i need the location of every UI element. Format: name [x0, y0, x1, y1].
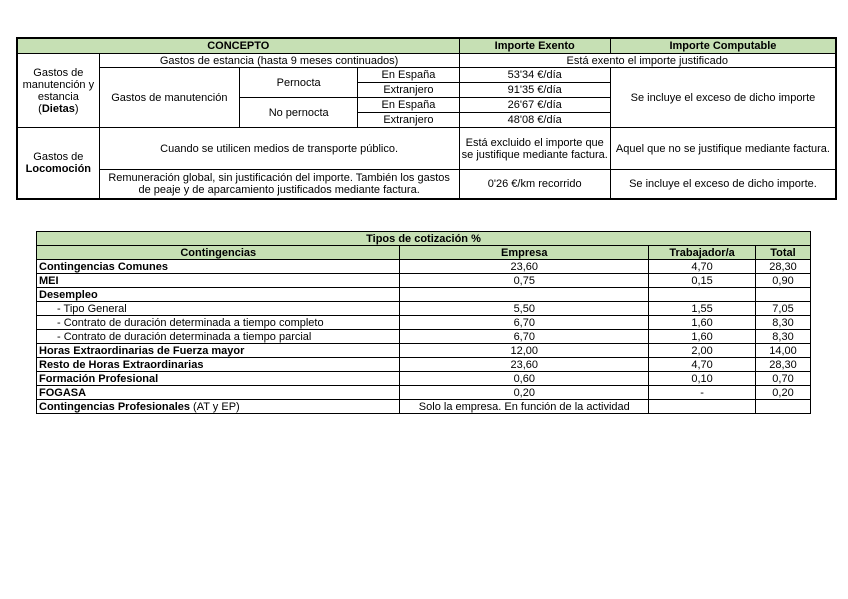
estancia-value: Está exento el importe justificado [459, 54, 836, 68]
no-pernocta-extranjero-label: Extranjero [358, 113, 459, 128]
pernocta-espana-label: En España [358, 68, 459, 83]
estancia-label: Gastos de estancia (hasta 9 meses continuados) [99, 54, 459, 68]
table-row [37, 288, 811, 302]
row-label: - Contrato de duración determinada a tiempo parcial [37, 330, 400, 344]
locomocion-label-text: Gastos de [33, 150, 84, 163]
row-trabajador: 1,55 [649, 302, 756, 316]
row-total: 8,30 [756, 316, 811, 330]
manutencion-label: Gastos de manutención [99, 68, 239, 128]
row-trabajador: 2,00 [649, 344, 756, 358]
dietas-group-label: Gastos de manutención y estancia (Dietas) [17, 54, 99, 128]
row-trabajador: 4,70 [649, 358, 756, 372]
row-empresa: Solo la empresa. En función de la actividad [400, 400, 649, 414]
table-row [37, 386, 811, 400]
col-header-empresa: Empresa [400, 246, 649, 260]
estancia-row [17, 54, 836, 68]
locomocion-bold-label: Locomoción [25, 162, 92, 175]
row-total: 7,05 [756, 302, 811, 316]
no-pernocta-extranjero-value: 48'08 €/día [459, 113, 610, 128]
no-pernocta-label: No pernocta [240, 98, 358, 128]
row-empresa: 0,20 [400, 386, 649, 400]
row-empresa: 6,70 [400, 316, 649, 330]
table-row [37, 274, 811, 288]
row-empresa: 5,50 [400, 302, 649, 316]
table-row [37, 330, 811, 344]
col-header-total: Total [756, 246, 811, 260]
transporte-publico-computable: Aquel que no se justifique mediante factura. [610, 128, 836, 170]
row-total: 0,70 [756, 372, 811, 386]
row-trabajador: 0,15 [649, 274, 756, 288]
row-total: 14,00 [756, 344, 811, 358]
pernocta-extranjero-label: Extranjero [358, 83, 459, 98]
pernocta-espana-value: 53'34 €/día [459, 68, 610, 83]
table-row [37, 260, 811, 274]
row-total: 8,30 [756, 330, 811, 344]
row-label: Horas Extraordinarias de Fuerza mayor [37, 344, 400, 358]
row-empresa: 0,60 [400, 372, 649, 386]
row-trabajador: - [649, 386, 756, 400]
row-empresa [400, 288, 649, 302]
cotizacion-header-row [37, 246, 811, 260]
table-row [37, 358, 811, 372]
table-row [37, 400, 811, 414]
row-trabajador [649, 400, 756, 414]
cotizacion-title: Tipos de cotización % [37, 232, 811, 246]
table-row [37, 344, 811, 358]
row-label-bold: Contingencias Profesionales [39, 400, 190, 413]
row-trabajador: 4,70 [649, 260, 756, 274]
row-label: Formación Profesional [37, 372, 400, 386]
cotizacion-title-row [37, 232, 811, 246]
row-label: - Tipo General [37, 302, 400, 316]
table-row [37, 316, 811, 330]
row-total [756, 288, 811, 302]
manutencion-computable: Se incluye el exceso de dicho importe [610, 68, 836, 128]
row-empresa: 0,75 [400, 274, 649, 288]
row-label: MEI [37, 274, 400, 288]
row-empresa: 12,00 [400, 344, 649, 358]
row-label: Resto de Horas Extraordinarias [37, 358, 400, 372]
remuneracion-global-desc: Remuneración global, sin justificación del importe. También los gastos de peaje y de aparcamiento justificados mediante factura. [99, 170, 459, 199]
locomocion-row-1 [17, 128, 836, 170]
row-total: 28,30 [756, 358, 811, 372]
col-header-trabajador: Trabajador/a [649, 246, 756, 260]
col-header-contingencias: Contingencias [37, 246, 400, 260]
row-total: 28,30 [756, 260, 811, 274]
table-row [37, 302, 811, 316]
row-label [37, 400, 400, 414]
row-total: 0,90 [756, 274, 811, 288]
row-total: 0,20 [756, 386, 811, 400]
cotizacion-table [36, 231, 811, 414]
dietas-table [16, 37, 837, 200]
row-label: FOGASA [37, 386, 400, 400]
row-label: - Contrato de duración determinada a tiempo completo [37, 316, 400, 330]
pernocta-label: Pernocta [240, 68, 358, 98]
locomocion-group-label [17, 128, 99, 199]
header-importe-exento: Importe Exento [459, 38, 610, 54]
header-concepto: CONCEPTO [17, 38, 459, 54]
km-exento: 0'26 €/km recorrido [459, 170, 610, 199]
row-empresa: 6,70 [400, 330, 649, 344]
row-trabajador: 0,10 [649, 372, 756, 386]
dietas-header-row [17, 38, 836, 54]
pernocta-extranjero-value: 91'35 €/día [459, 83, 610, 98]
no-pernocta-espana-value: 26'67 €/día [459, 98, 610, 113]
km-computable: Se incluye el exceso de dicho importe. [610, 170, 836, 199]
transporte-publico-exento: Está excluido el importe que se justifique mediante factura. [459, 128, 610, 170]
row-total [756, 400, 811, 414]
dietas-bold-label: Dietas [41, 102, 75, 115]
row-trabajador [649, 288, 756, 302]
row-label-rest: (AT y EP) [189, 400, 240, 413]
row-label: Contingencias Comunes [37, 260, 400, 274]
locomocion-row-2 [17, 170, 836, 199]
row-empresa: 23,60 [400, 260, 649, 274]
header-importe-computable: Importe Computable [610, 38, 836, 54]
row-trabajador: 1,60 [649, 316, 756, 330]
dietas-group-label-text: Gastos de manutención y estancia [22, 66, 95, 103]
no-pernocta-espana-label: En España [358, 98, 459, 113]
row-trabajador: 1,60 [649, 330, 756, 344]
transporte-publico-desc: Cuando se utilicen medios de transporte público. [99, 128, 459, 170]
table-row [37, 372, 811, 386]
row-label: Desempleo [37, 288, 400, 302]
manutencion-row-1 [17, 68, 836, 83]
row-empresa: 23,60 [400, 358, 649, 372]
